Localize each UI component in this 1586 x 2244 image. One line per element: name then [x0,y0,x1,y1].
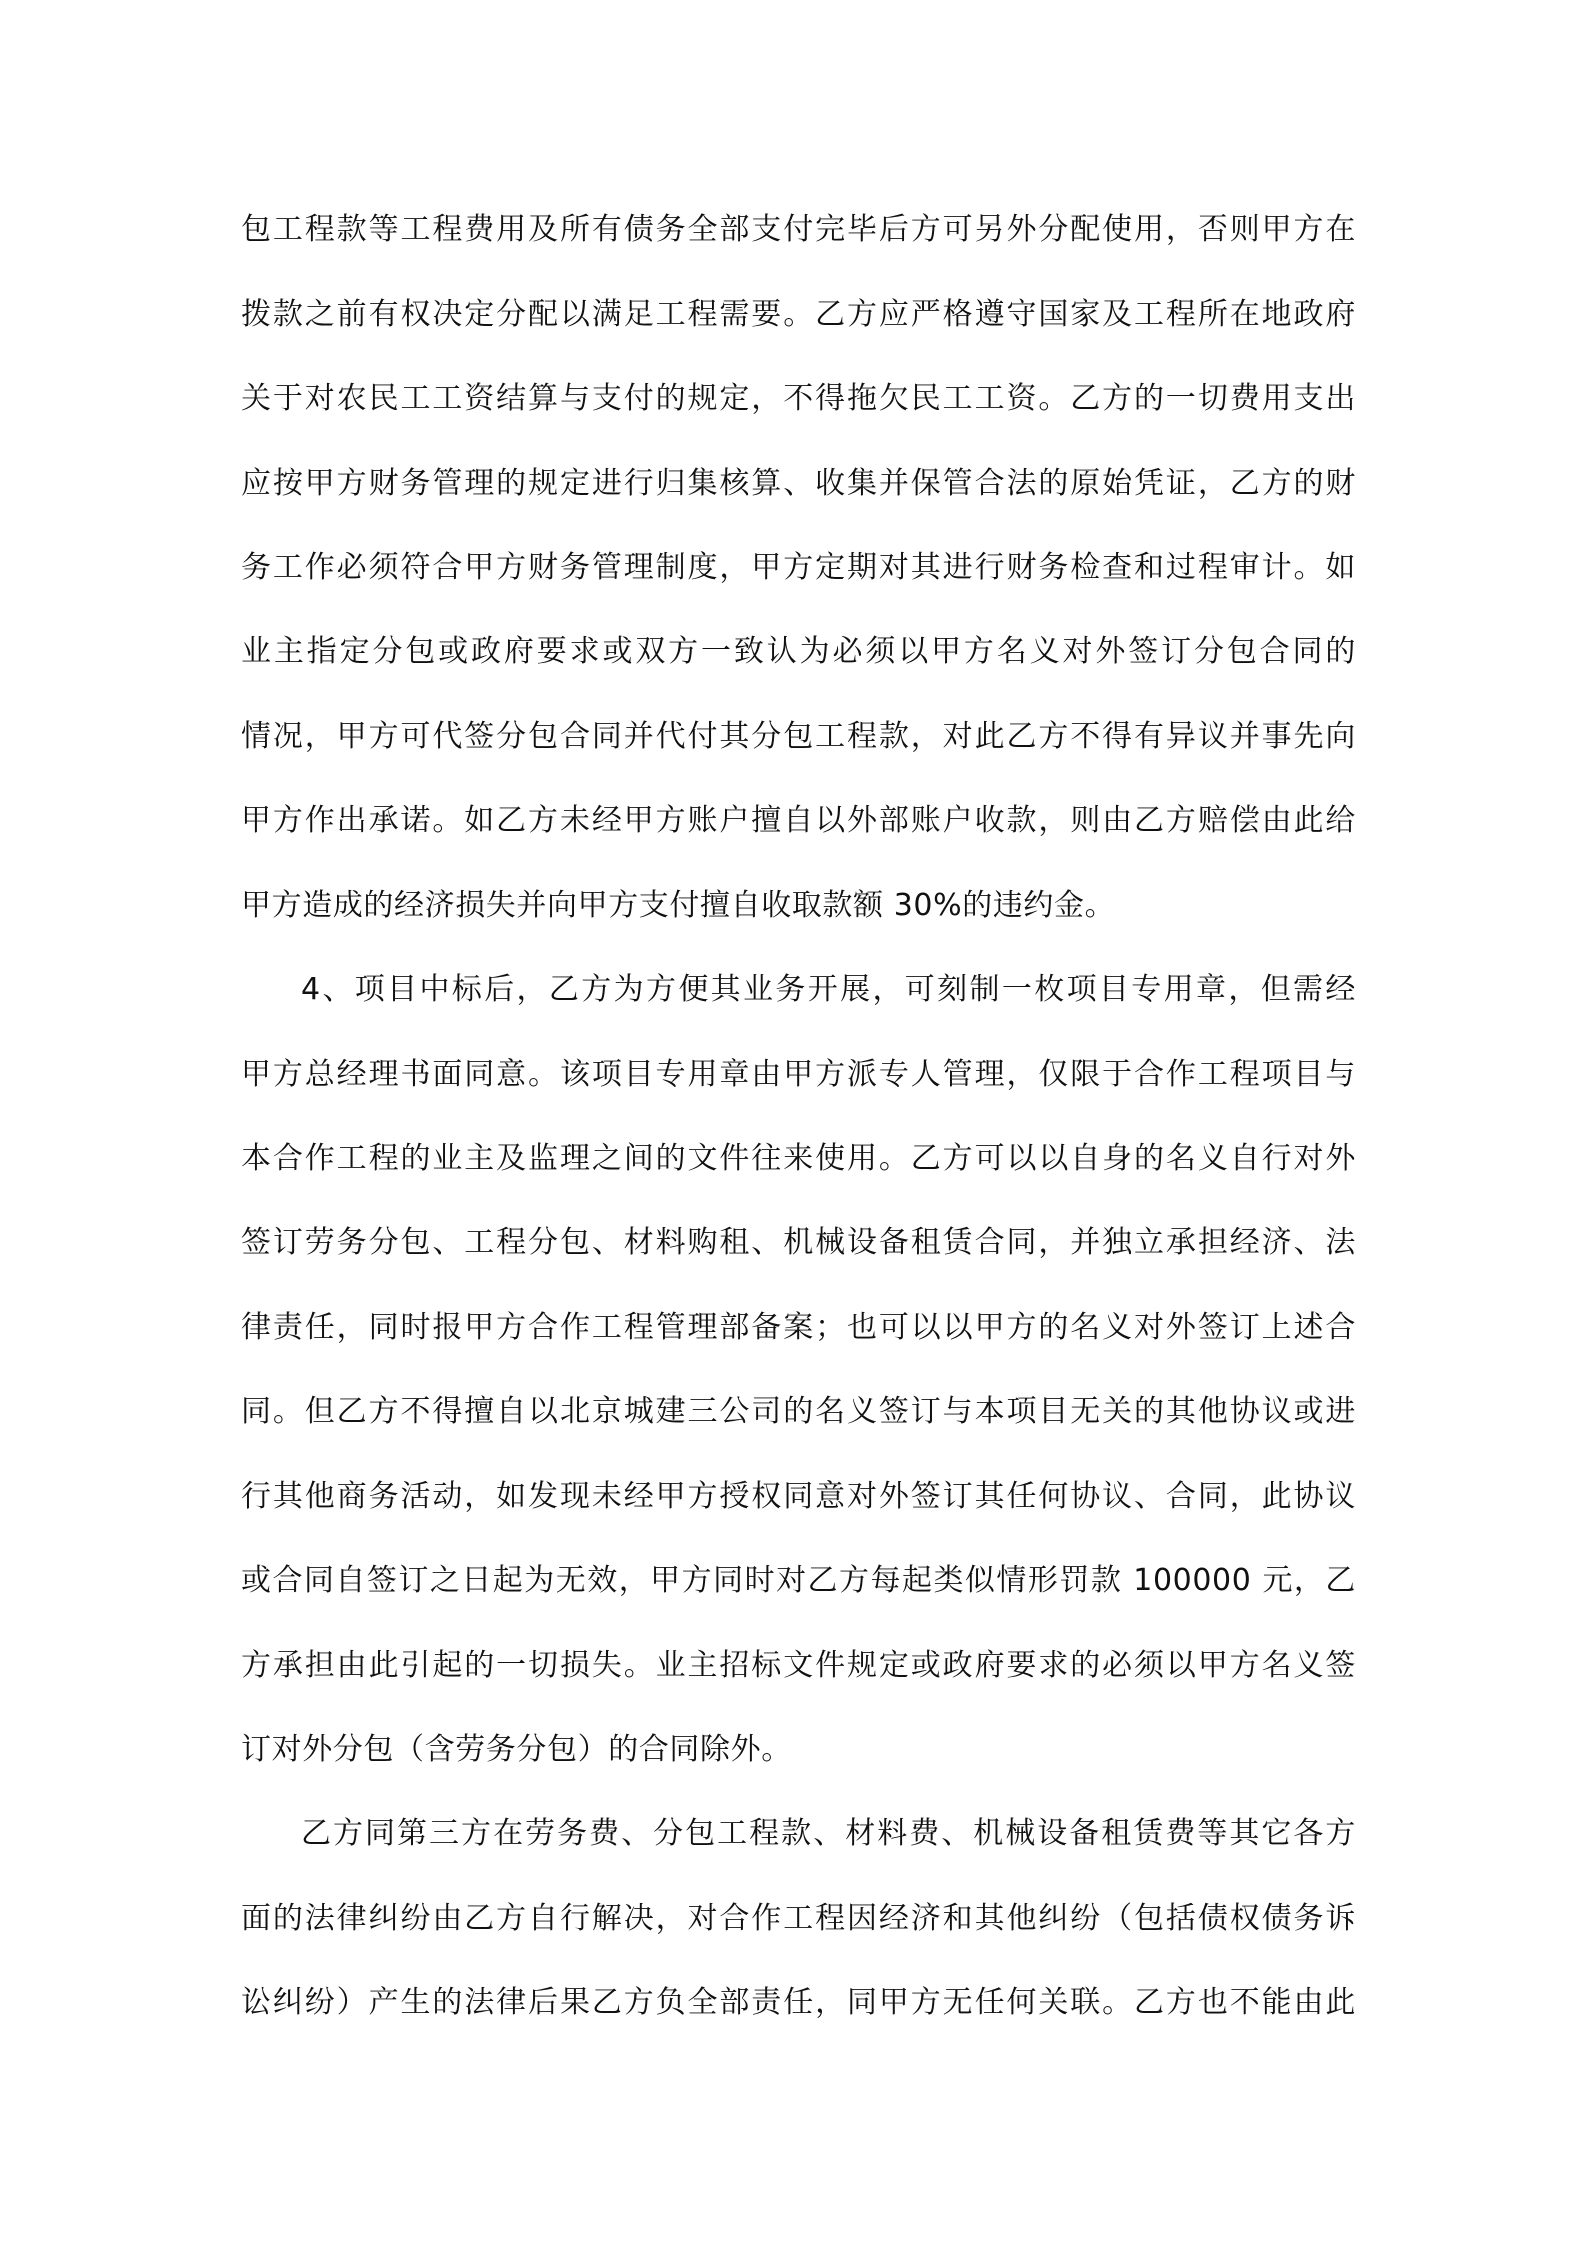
text-line: 关于对农民工工资结算与支付的规定，不得拖欠民工工资。乙方的一切费用支出 [241,381,1356,416]
text-line: 包工程款等工程费用及所有债务全部支付完毕后方可另外分配使用，否则甲方在 [241,212,1356,247]
text-line: 面的法律纠纷由乙方自行解决，对合作工程因经济和其他纠纷（包括债权债务诉 [241,1901,1356,1936]
text-line: 应按甲方财务管理的规定进行归集核算、收集并保管合法的原始凭证，乙方的财 [241,466,1356,501]
text-line: 甲方总经理书面同意。该项目专用章由甲方派专人管理，仅限于合作工程项目与 [241,1057,1356,1092]
text-line: 讼纠纷）产生的法律后果乙方负全部责任，同甲方无任何关联。乙方也不能由此 [241,1985,1356,2020]
text-line: 拨款之前有权决定分配以满足工程需要。乙方应严格遵守国家及工程所在地政府 [241,297,1356,332]
text-line: 签订劳务分包、工程分包、材料购租、机械设备租赁合同，并独立承担经济、法 [241,1225,1356,1260]
text-line: 订对外分包（含劳务分包）的合同除外。 [241,1732,792,1767]
paragraph-first-line: 乙方同第三方在劳务费、分包工程款、材料费、机械设备租赁费等其它各方 [301,1816,1356,1851]
text-line: 或合同自签订之日起为无效，甲方同时对乙方每起类似情形罚款 100000 元，乙 [241,1563,1356,1598]
text-line: 律责任，同时报甲方合作工程管理部备案；也可以以甲方的名义对外签订上述合 [241,1310,1356,1345]
text-line: 情况，甲方可代签分包合同并代付其分包工程款，对此乙方不得有异议并事先向 [241,719,1356,754]
text-line: 甲方造成的经济损失并向甲方支付擅自收取款额 30%的违约金。 [241,888,1116,923]
text-line: 务工作必须符合甲方财务管理制度，甲方定期对其进行财务检查和过程审计。如 [241,550,1356,585]
text-line: 甲方作出承诺。如乙方未经甲方账户擅自以外部账户收款，则由乙方赔偿由此给 [241,803,1356,838]
text-line: 本合作工程的业主及监理之间的文件往来使用。乙方可以以自身的名义自行对外 [241,1141,1356,1176]
text-line: 方承担由此引起的一切损失。业主招标文件规定或政府要求的必须以甲方名义签 [241,1648,1356,1683]
text-line: 业主指定分包或政府要求或双方一致认为必须以甲方名义对外签订分包合同的 [241,634,1356,669]
text-line: 行其他商务活动，如发现未经甲方授权同意对外签订其任何协议、合同，此协议 [241,1479,1356,1514]
paragraph-first-line: 4、项目中标后，乙方为方便其业务开展，可刻制一枚项目专用章，但需经 [301,972,1356,1007]
text-line: 同。但乙方不得擅自以北京城建三公司的名义签订与本项目无关的其他协议或进 [241,1394,1356,1429]
